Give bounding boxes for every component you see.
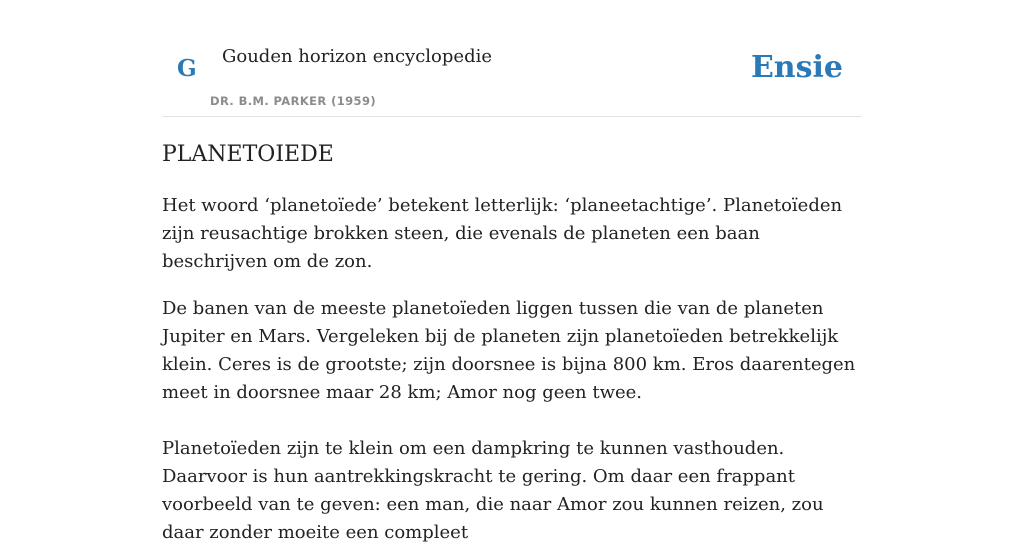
article-paragraph-1: Het woord ‘planetoïede’ betekent letterlijk: ‘planeetachtige’. Planetoïeden zijn reusachtige brokken steen, die evenals de planeten een baan beschrijven om de zon. <box>162 195 843 272</box>
book-logo-icon[interactable]: G <box>177 55 197 82</box>
article-paragraph-3: Planetoïeden zijn te klein om een dampkring te kunnen vasthouden. Daarvoor is hun aantrekkingskracht te gering. Om daar een frappant voorbeeld van te geven: een man, die naar Amor zou kunnen reizen, zou daar zonder moeite een compleet <box>162 438 824 543</box>
site-header <box>162 0 862 117</box>
article-paragraph-2: De banen van de meeste planetoïeden liggen tussen die van de planeten Jupiter en Mars. Vergeleken bij de planeten zijn planetoïeden betrekkelijk klein. Ceres is de grootste; zijn doorsnee is bijna 800 km. Eros daarentegen meet in doorsnee maar 28 km; Amor nog geen twee. <box>162 298 856 403</box>
article-body <box>162 140 862 543</box>
article-title: PLANETOIEDE <box>162 142 334 167</box>
book-author: DR. B.M. PARKER (1959) <box>210 94 377 108</box>
book-title-link[interactable]: Gouden horizon encyclopedie <box>222 46 492 67</box>
ensie-logo-link[interactable]: Ensie <box>750 50 843 85</box>
